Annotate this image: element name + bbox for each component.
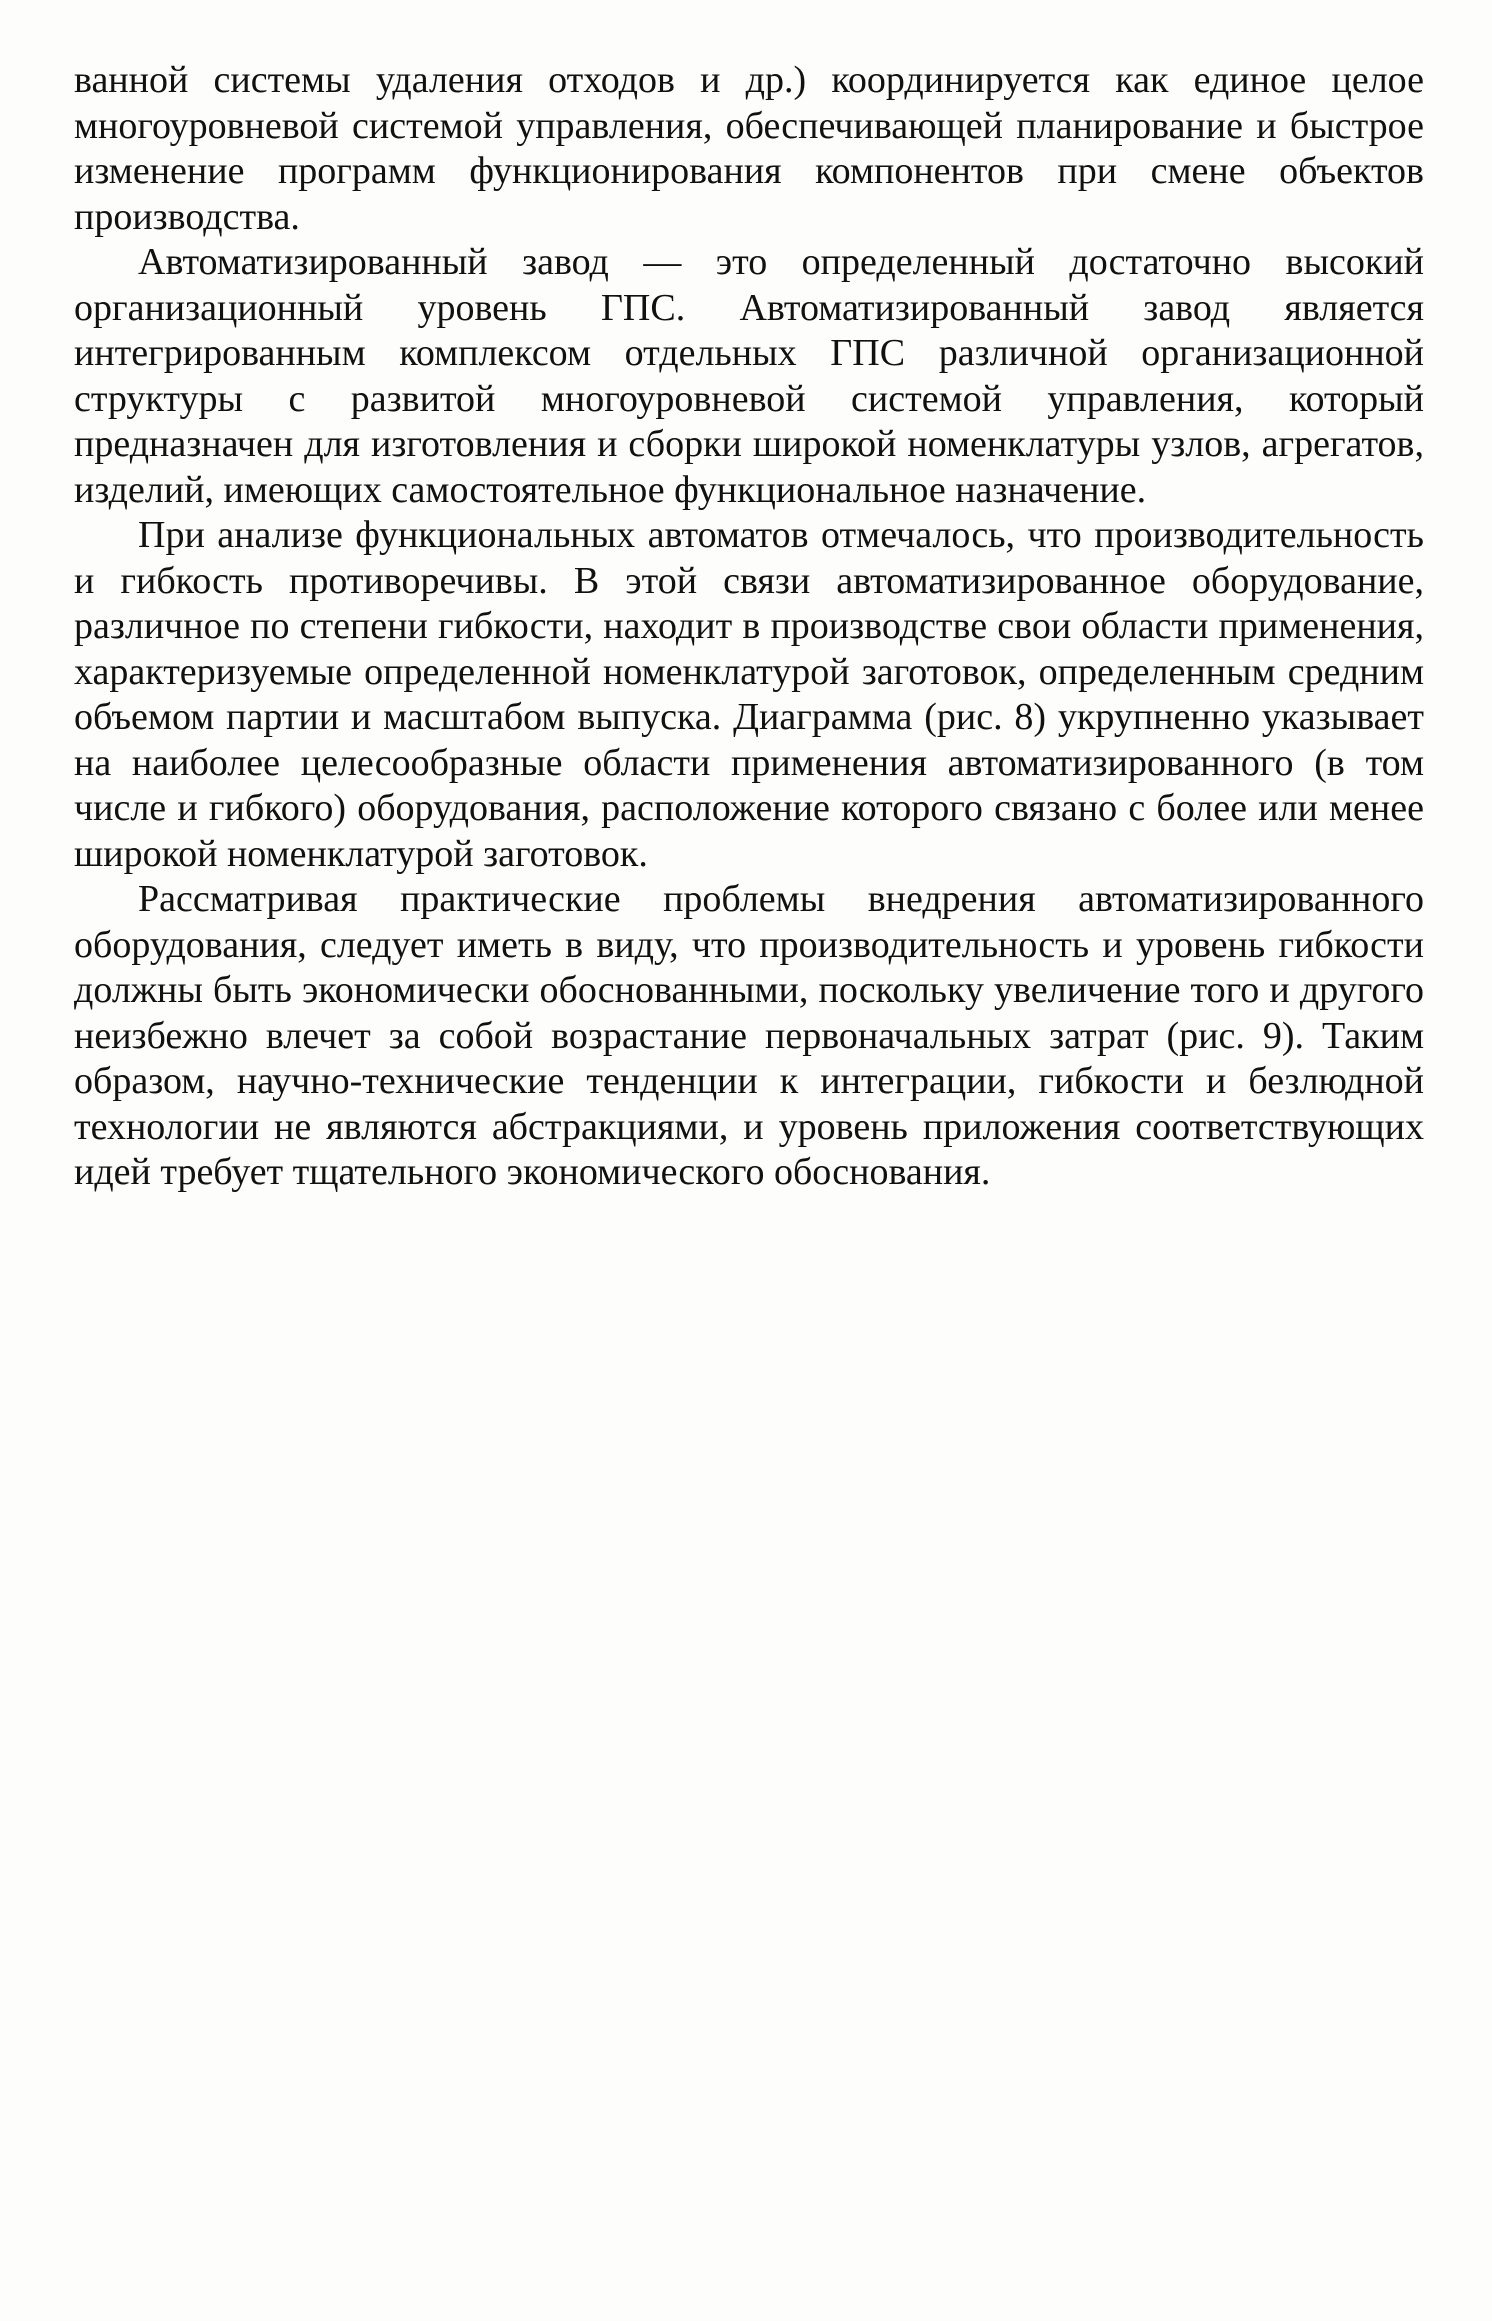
paragraph: Рассматривая практические проблемы внедрения автоматизированного оборудования, следует иметь в виду, что производительность и уровень гибкости должны быть экономически обоснованными, поскольку увеличение того и другого неизбежно влечет за собой возрастание первоначальных затрат (рис. 9). Таким образом, научно-технические тенденции к интеграции, гибкости и безлюдной технологии не являются абстракциями, и уровень приложения соответствующих идей требует тщательного экономического обоснования.: [74, 878, 1424, 1193]
paragraph: ванной системы удаления отходов и др.) координируется как единое целое многоуровневой системой управления, обеспечивающей планирование и быстрое изменение программ функционирования компонентов при смене объектов производства.: [74, 59, 1424, 238]
body-text: [74, 58, 1424, 1196]
paragraph: Автоматизированный завод — это определенный достаточно высокий организационный уровень ГПС. Автоматизированный завод является интегрированным комплексом отдельных ГПС различной организационной структуры с развитой многоуровневой системой управления, который предназначен для изготовления и сборки широкой номенклатуры узлов, агрегатов, изделий, имеющих самостоятельное функциональное назначение.: [74, 241, 1424, 511]
paragraph: При анализе функциональных автоматов отмечалось, что производительность и гибкость противоречивы. В этой связи автоматизированное оборудование, различное по степени гибкости, находит в производстве свои области применения, характеризуемые определенной номенклатурой заготовок, определенным средним объемом партии и масштабом выпуска. Диаграмма (рис. 8) укрупненно указывает на наиболее целесообразные области применения автоматизированного (в том числе и гибкого) оборудования, расположение которого связано с более или менее широкой номенклатурой заготовок.: [74, 514, 1424, 875]
